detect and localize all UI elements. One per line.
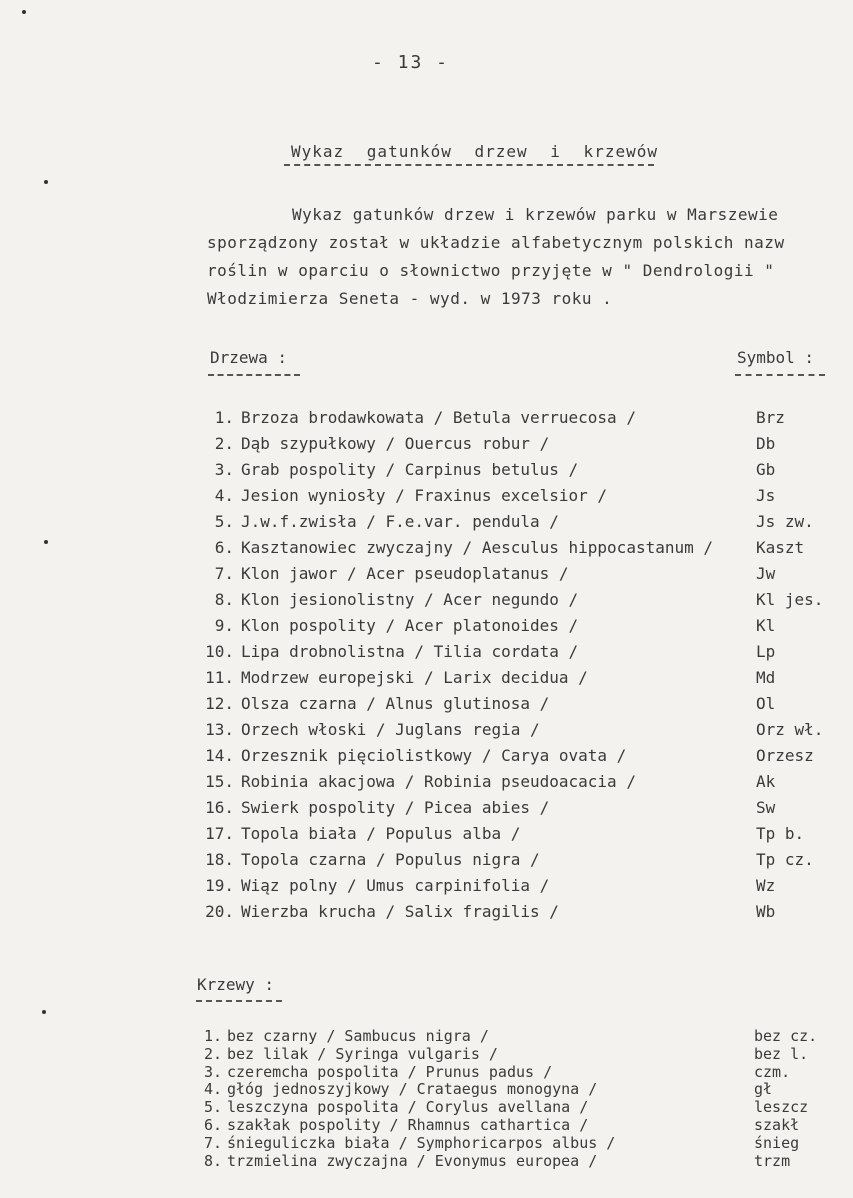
species-symbol: Jw: [756, 564, 776, 583]
item-number: 6.: [203, 1116, 222, 1134]
species-name: trzmielina zwyczajna / Evonymus europea /: [227, 1151, 598, 1170]
item-number: 2.: [203, 1044, 222, 1063]
species-symbol: Brz: [756, 408, 785, 427]
item-number: 8.: [214, 590, 234, 609]
species-name: czeremcha pospolita / Prunus padus /: [227, 1062, 553, 1081]
species-name: Olsza czarna / Alnus glutinosa /: [241, 694, 550, 713]
species-symbol: Kl jes.: [756, 590, 824, 609]
item-number: 4.: [203, 1080, 222, 1099]
species-name: Klon jawor / Acer pseudoplatanus /: [241, 564, 569, 583]
trees-heading-underline: [208, 374, 300, 376]
item-number: 1.: [203, 1027, 222, 1045]
species-symbol: Orz wł.: [756, 720, 824, 739]
item-number: 2.: [214, 434, 234, 453]
item-number: 6.: [214, 538, 234, 557]
species-symbol: Js: [756, 486, 776, 505]
species-symbol: trzm: [754, 1151, 791, 1170]
species-name: Wierzba krucha / Salix fragilis /: [241, 902, 559, 921]
page-title: Wykaz gatunków drzew i krzewów: [291, 142, 658, 161]
species-name: bez czarny / Sambucus nigra /: [227, 1027, 489, 1045]
item-number: 17.: [205, 824, 234, 843]
item-number: 5.: [214, 512, 234, 531]
item-number: 8.: [203, 1151, 222, 1170]
symbol-heading: Symbol :: [737, 348, 815, 367]
margin-mark: [22, 10, 26, 14]
species-name: J.w.f.zwisła / F.e.var. pendula /: [241, 512, 559, 531]
species-name: głóg jednoszyjkowy / Crataegus monogyna /: [227, 1080, 598, 1099]
species-name: Dąb szypułkowy / Ouercus robur /: [241, 434, 550, 453]
species-name: śnieguliczka biała / Symphoricarpos albus /: [227, 1133, 616, 1152]
item-number: 9.: [214, 616, 234, 635]
species-symbol: Tp b.: [756, 824, 805, 843]
shrubs-heading-underline: [196, 1000, 282, 1002]
species-symbol: bez cz.: [754, 1027, 818, 1045]
title-underline: [284, 164, 654, 166]
species-name: Robinia akacjowa / Robinia pseudoacacia /: [241, 772, 636, 791]
item-number: 7.: [214, 564, 234, 583]
species-name: Topola biała / Populus alba /: [241, 824, 521, 843]
species-symbol: szakł: [754, 1116, 800, 1134]
species-symbol: Tp cz.: [756, 850, 814, 869]
species-name: leszczyna pospolita / Corylus avellana /: [227, 1098, 589, 1117]
symbol-heading-underline: [735, 374, 825, 376]
item-number: 10.: [205, 642, 234, 661]
trees-heading: Drzewa :: [210, 348, 288, 367]
species-name: Grab pospolity / Carpinus betulus /: [241, 460, 579, 479]
species-symbol: leszcz: [754, 1098, 809, 1117]
item-number: 7.: [203, 1133, 222, 1152]
species-name: Lipa drobnolistna / Tilia cordata /: [241, 642, 579, 661]
margin-mark: [42, 1010, 46, 1014]
item-number: 5.: [203, 1098, 222, 1117]
species-symbol: Db: [756, 434, 776, 453]
item-number: 4.: [214, 486, 234, 505]
species-name: Jesion wyniosły / Fraxinus excelsior /: [241, 486, 608, 505]
item-number: 3.: [214, 460, 234, 479]
species-symbol: Ol: [756, 694, 776, 713]
species-name: Swierk pospolity / Picea abies /: [241, 798, 550, 817]
species-symbol: Kaszt: [756, 538, 805, 557]
item-number: 14.: [205, 746, 234, 765]
species-symbol: śnieg: [754, 1133, 800, 1152]
species-name: Klon jesionolistny / Acer negundo /: [241, 590, 579, 609]
species-symbol: Wz: [756, 876, 776, 895]
item-number: 3.: [203, 1062, 222, 1081]
item-number: 15.: [205, 772, 234, 791]
species-name: Modrzew europejski / Larix decidua /: [241, 668, 588, 687]
item-number: 20.: [205, 902, 234, 921]
species-name: bez lilak / Syringa vulgaris /: [227, 1044, 498, 1063]
species-name: szakłak pospolity / Rhamnus cathartica /: [227, 1116, 589, 1134]
item-number: 12.: [205, 694, 234, 713]
species-symbol: Ak: [756, 772, 776, 791]
item-number: 18.: [205, 850, 234, 869]
species-symbol: gł: [754, 1080, 773, 1099]
item-number: 16.: [205, 798, 234, 817]
species-symbol: Js zw.: [756, 512, 814, 531]
species-symbol: Orzesz: [756, 746, 814, 765]
item-number: 11.: [205, 668, 234, 687]
page-number: - 13 -: [372, 52, 450, 73]
item-number: 1.: [214, 408, 234, 427]
species-name: Brzoza brodawkowata / Betula verruecosa /: [241, 408, 636, 427]
species-symbol: Gb: [756, 460, 776, 479]
species-symbol: Wb: [756, 902, 776, 921]
intro-line-1: Wykaz gatunków drzew i krzewów parku w Marszewie: [292, 205, 779, 224]
intro-line-3: roślin w oparciu o słownictwo przyjęte w " Dendrologii ": [207, 261, 775, 280]
item-number: 19.: [205, 876, 234, 895]
species-name: Orzesznik pięciolistkowy / Carya ovata /: [241, 746, 627, 765]
species-symbol: Kl: [756, 616, 776, 635]
intro-line-4: Włodzimierza Seneta - wyd. w 1973 roku .: [207, 289, 613, 308]
margin-mark: [44, 180, 48, 184]
species-symbol: Md: [756, 668, 776, 687]
intro-line-2: sporządzony został w układzie alfabetycznym polskich nazw: [207, 233, 785, 252]
species-symbol: Lp: [756, 642, 776, 661]
species-name: Klon pospolity / Acer platonoides /: [241, 616, 579, 635]
species-name: Wiąz polny / Umus carpinifolia /: [241, 876, 550, 895]
margin-mark: [44, 540, 48, 544]
species-name: Orzech włoski / Juglans regia /: [241, 720, 540, 739]
item-number: 13.: [205, 720, 234, 739]
shrubs-heading: Krzewy :: [197, 975, 275, 994]
species-symbol: bez l.: [754, 1044, 809, 1063]
species-name: Topola czarna / Populus nigra /: [241, 850, 540, 869]
species-name: Kasztanowiec zwyczajny / Aesculus hippocastanum /: [241, 538, 714, 557]
species-symbol: Sw: [756, 798, 776, 817]
species-symbol: czm.: [754, 1062, 791, 1081]
